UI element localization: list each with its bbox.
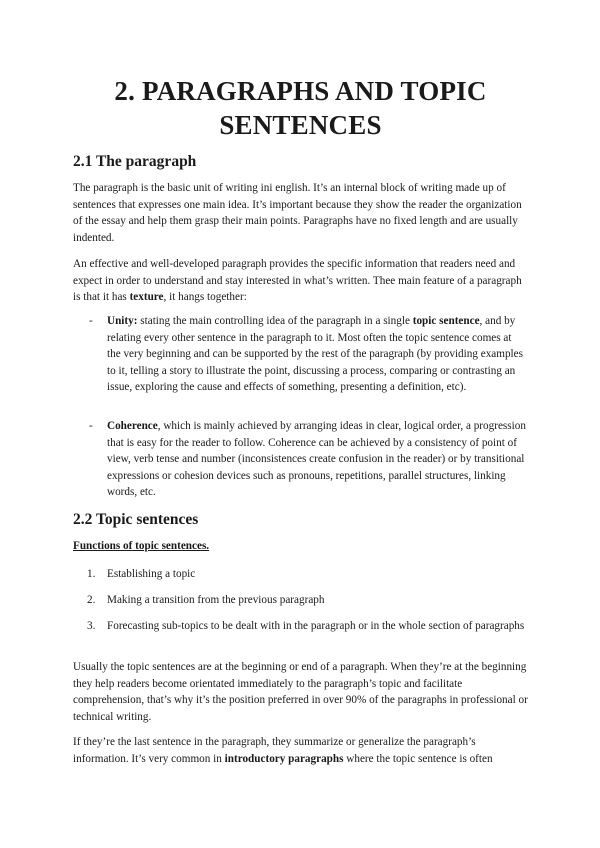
term-coherence: Coherence xyxy=(107,420,158,432)
paragraph-position: Usually the topic sentences are at the beginning or end of a paragraph. When they’re at the beginning they help readers become orientated immediately to the paragraph’s topic and facilitate comprehension, that’s why it’s the position preferred in over 90% of the paragraphs in professional or technical writing. xyxy=(73,661,528,723)
paragraph-last-sentence: If they’re the last sentence in the paragraph, they summarize or generalize the paragraph’s information. It’s very common in introductory paragraphs where the topic sentence is often xyxy=(73,736,493,765)
bold-introductory-paragraphs: introductory paragraphs xyxy=(224,752,344,765)
section-heading-paragraph: 2.1 The paragraph xyxy=(73,153,197,170)
bold-topic-sentence: topic sentence xyxy=(412,315,480,327)
paragraph-definition: The paragraph is the basic unit of writing ini english. It’s an internal block of writing made up of sentences that expresses one main idea. It’s important because they show the reader the organization of the essay and help them grasp their main points. Paragraphs have no fixed length and are usually indented. xyxy=(73,182,522,244)
section-heading-topic-sentences: 2.2 Topic sentences xyxy=(73,511,199,528)
term-unity: Unity: xyxy=(107,315,138,327)
page-title: 2. PARAGRAPHS AND TOPIC SENTENCES xyxy=(114,76,487,140)
bold-texture: texture xyxy=(129,291,164,303)
paragraph-effective: An effective and well-developed paragraph provides the specific information that readers need and expect in order to understand and stay interested in what’s written. Thee main feature of a paragraph is that it has texture, it hangs together: xyxy=(73,258,522,303)
functions-heading: Functions of topic sentences. xyxy=(73,540,210,552)
